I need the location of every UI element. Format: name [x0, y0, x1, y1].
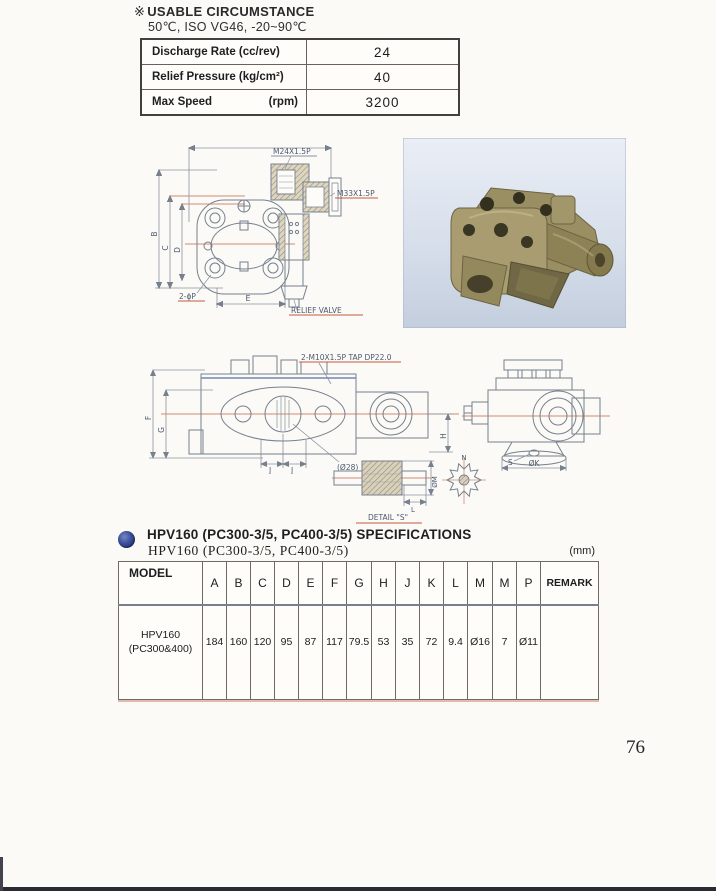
row-label-cell	[141, 65, 307, 90]
spec-value-cell: 160	[227, 605, 251, 700]
label-tap: 2-M10X1.5P TAP DP22.0	[301, 353, 392, 362]
usable-conditions: 50℃, ISO VG46, -20~90℃	[148, 20, 307, 34]
row-label-cell	[141, 90, 307, 116]
spec-remark-cell	[541, 605, 599, 700]
dim-label-n: N	[461, 454, 467, 462]
spec-header-cell: C	[251, 562, 275, 606]
label-dia28: (Ø28)	[337, 463, 359, 472]
spec-header-cell: A	[203, 562, 227, 606]
row-label: Discharge Rate (cc/rev)	[152, 46, 280, 58]
spec-model-cell	[119, 605, 203, 700]
dim-label-b: B	[150, 231, 159, 237]
scan-edge-bottom	[0, 887, 716, 891]
spec-header-cell: B	[227, 562, 251, 606]
label-s: S	[508, 458, 513, 467]
page-number: 76	[626, 737, 645, 758]
spec-header-remark: REMARK	[541, 562, 599, 606]
spec-value-cell: 120	[251, 605, 275, 700]
dim-label-m: ØM	[431, 476, 439, 488]
dim-label-c: C	[161, 245, 170, 251]
pump-photo	[403, 138, 626, 328]
dim-label-j1: J	[269, 466, 272, 474]
spec-value-cell: 53	[372, 605, 396, 700]
relief-valve-assembly	[279, 214, 309, 307]
row-label: Max Speed	[152, 96, 213, 108]
spec-model-line2: (PC300&400)	[128, 643, 193, 655]
spec-header-cell: M	[493, 562, 517, 606]
label-m33: M33X1.5P	[337, 189, 375, 198]
dim-label-j2: J	[291, 466, 294, 474]
label-relief-valve: RELIEF VALVE	[291, 306, 342, 315]
pump-front-outline	[197, 200, 289, 294]
spec-value-cell: Ø11	[517, 605, 541, 700]
dimension-lines	[402, 461, 434, 506]
row-value-cell: 24	[307, 39, 460, 65]
spec-value-cell: 95	[275, 605, 299, 700]
dim-label-e: E	[245, 294, 251, 303]
table-row	[141, 65, 459, 90]
spec-header-cell: D	[275, 562, 299, 606]
spec-header-cell: E	[299, 562, 323, 606]
spec-header-cell: P	[517, 562, 541, 606]
spec-header-cell: M	[468, 562, 493, 606]
row-value-cell: 40	[307, 65, 460, 90]
spec-header-cell: L	[444, 562, 468, 606]
spec-value-cell: 117	[323, 605, 347, 700]
spec-header-cell: J	[396, 562, 420, 606]
leader-lines	[197, 156, 335, 310]
spec-data-row	[119, 605, 599, 700]
port-m33	[303, 178, 341, 216]
spec-value-cell: 35	[396, 605, 420, 700]
spec-value-cell: 9.4	[444, 605, 468, 700]
spec-value-cell: 7	[493, 605, 517, 700]
row-label-suffix: (rpm)	[268, 96, 298, 108]
pump-side-outline	[464, 360, 600, 465]
spec-value-cell: 184	[203, 605, 227, 700]
dimension-spec-table	[118, 561, 599, 700]
spec-header-cell: H	[372, 562, 396, 606]
row-value-cell: 3200	[307, 90, 460, 116]
spec-header-model: MODEL	[119, 562, 203, 606]
spec-unit-label: (mm)	[569, 545, 595, 557]
dim-label-f: F	[144, 415, 153, 421]
shaft-detail-drawing	[330, 452, 488, 530]
dim-label-l: L	[411, 506, 415, 514]
spec-value-cell: 87	[299, 605, 323, 700]
label-m24: M24X1.5P	[273, 147, 311, 156]
front-view-drawing	[145, 136, 400, 341]
usable-title-text: USABLE CIRCUMSTANCE	[147, 4, 315, 19]
spec-value-cell: Ø16	[468, 605, 493, 700]
scan-edge-left	[0, 857, 3, 891]
dim-label-h: H	[439, 433, 448, 439]
spec-header-cell: F	[323, 562, 347, 606]
reference-mark: ※	[134, 4, 146, 19]
spec-title: HPV160 (PC300-3/5, PC400-3/5) SPECIFICATIONS	[147, 527, 472, 542]
spec-header-row	[119, 562, 599, 606]
pump-bottom-outline	[189, 356, 428, 454]
globe-bullet-icon	[118, 531, 135, 548]
dim-label-g: G	[157, 427, 166, 433]
spec-value-cell: 79.5	[347, 605, 372, 700]
spec-value-cell: 72	[420, 605, 444, 700]
dim-label-d: D	[173, 247, 182, 253]
spec-header-cell: K	[420, 562, 444, 606]
table-row	[141, 90, 459, 116]
usable-circumstance-title	[134, 4, 314, 20]
operating-spec-table	[140, 38, 460, 116]
dim-label-k: ØK	[528, 459, 540, 468]
spec-subtitle: HPV160 (PC300-3/5, PC400-3/5)	[148, 543, 349, 558]
spec-header-cell: G	[347, 562, 372, 606]
spec-model-line1: HPV160	[140, 628, 181, 641]
table-row	[141, 39, 459, 65]
label-2-phi-p: 2-ϕP	[179, 292, 196, 301]
row-label-cell	[141, 39, 307, 65]
spline-gear	[442, 458, 486, 504]
detail-caption: DETAIL "S"	[367, 513, 409, 522]
row-label: Relief Pressure (kg/cm²)	[152, 71, 284, 83]
